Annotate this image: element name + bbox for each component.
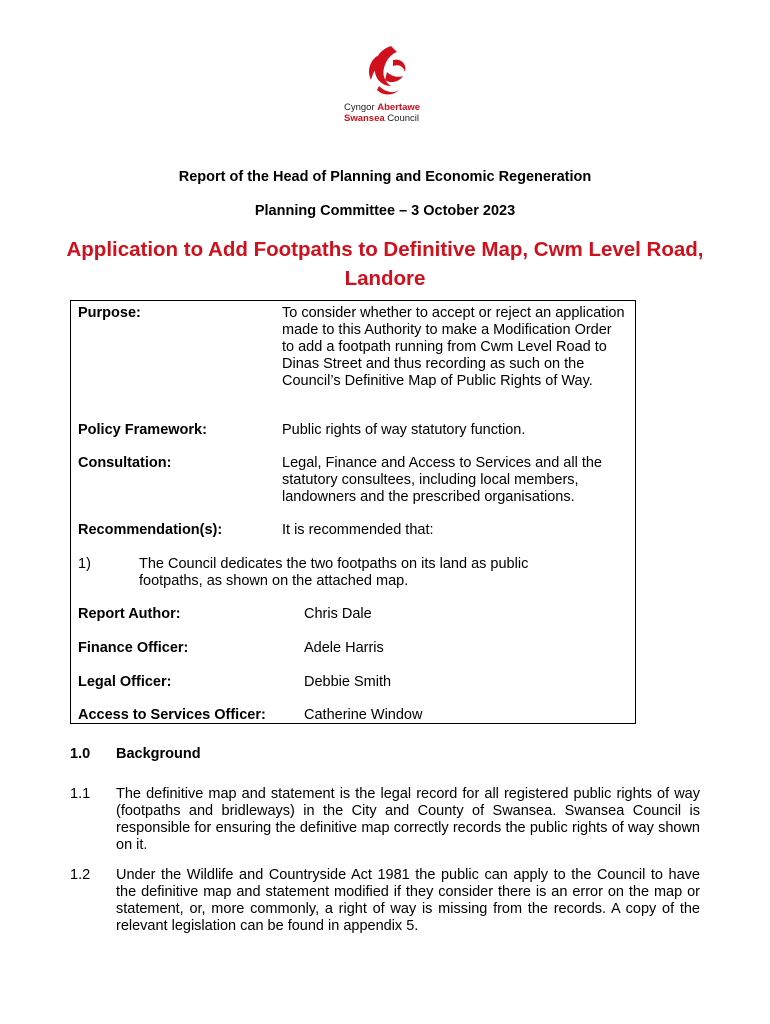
report-of-heading: Report of the Head of Planning and Economic Regeneration	[178, 169, 592, 185]
council-logo	[340, 42, 440, 124]
finance-label: Finance Officer:	[78, 640, 189, 656]
recommendation-number: 1)	[78, 556, 91, 572]
author-label: Report Author:	[78, 606, 181, 622]
section-number: 1.0	[70, 746, 91, 762]
paragraph-number: 1.2	[70, 867, 91, 883]
paragraph-number: 1.1	[70, 786, 91, 802]
paragraph: Under the Wildlife and Countryside Act 1981 the public can apply to the Council to have the definitive map and statement modified if they consider there is an error on the map or statement, or, more commonly, a right of way is missing from the records. A copy of the relevant legislation can be found in appendix 5.	[116, 867, 700, 934]
legal-label: Legal Officer:	[78, 674, 172, 690]
consultation-label: Consultation:	[78, 455, 172, 471]
logo-line-2: Swansea Council	[344, 113, 419, 124]
recommendation-text: It is recommended that:	[282, 522, 434, 538]
recommendation-item: The Council dedicates the two footpaths on its land as public footpaths, as shown on the attached map.	[139, 556, 529, 589]
paragraph: The definitive map and statement is the legal record for all registered public rights of way (footpaths and bridleways) in the City and County of Swansea. Swansea Council is responsible for ensuring the definitive map correctly records the public rights of way shown on it.	[116, 786, 700, 853]
legal-value: Debbie Smith	[304, 674, 392, 690]
access-label: Access to Services Officer:	[78, 707, 266, 723]
committee-heading: Planning Committee – 3 October 2023	[254, 203, 516, 219]
author-value: Chris Dale	[304, 606, 372, 622]
section-heading: Background	[116, 746, 201, 762]
policy-text: Public rights of way statutory function.	[282, 422, 526, 438]
finance-value: Adele Harris	[304, 640, 384, 656]
logo-line-1: Cyngor Abertawe	[344, 102, 421, 113]
policy-label: Policy Framework:	[78, 422, 207, 438]
summary-table	[70, 300, 636, 724]
consultation-text: Legal, Finance and Access to Services and all the statutory consultees, including local members, landowners and the prescribed organisations.	[282, 455, 602, 505]
recommendation-label: Recommendation(s):	[78, 522, 223, 538]
access-value: Catherine Window	[304, 707, 423, 723]
dragon-logo-icon	[357, 42, 413, 98]
purpose-label: Purpose:	[78, 305, 141, 321]
page-title: Application to Add Footpaths to Definitive Map, Cwm Level Road, Landore	[66, 238, 704, 290]
purpose-text: To consider whether to accept or reject an application made to this Authority to make a Modification Order to add a footpath running from Cwm Level Road to Dinas Street and thus recording as such on the Council’s Definitive Map of Public Rights of Way.	[282, 305, 625, 389]
